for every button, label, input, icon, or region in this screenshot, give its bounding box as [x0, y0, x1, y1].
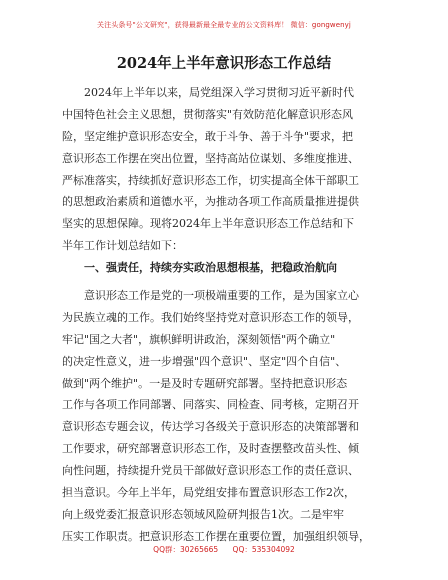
document-title: 2024年上半年意识形态工作总结 — [116, 55, 332, 72]
body-line: 2024年上半年以来，局党组深入学习贯彻习近平新时代 — [84, 86, 354, 99]
body-line: 坚实的思想保障。现将2024年上半年意识形态工作总结和下 — [62, 217, 354, 231]
body-line: 担当意识。今年上半年，局党组安排布置意识形态工作2次， — [62, 486, 355, 500]
document-body — [62, 82, 388, 548]
body-line: 工作要求，研究部署意识形态工作，及时查摆整改苗头性、倾 — [62, 442, 359, 456]
header-banner: 关注头条号"公文研究"，获得最新最全最专业的公文资料库！ 微信：gongwenyj — [97, 21, 351, 29]
section-heading: 一、强责任，持续夯实政治思想根基，把稳政治航向 — [84, 261, 337, 275]
body-line: 向上级党委汇报意识形态领域风险研判报告1次。二是牢牢 — [62, 507, 344, 521]
body-line: 意识形态专题会议，传达学习各级关于意识形态的决策部署和 — [62, 420, 359, 434]
body-line: 意识形态工作摆在突出位置，坚持高站位谋划、多维度推进、 — [62, 151, 359, 165]
body-line: 的思想政治素质和道德水平，为推动各项工作高质量推进提供 — [62, 195, 359, 209]
body-line: 向性问题，持续提升党员干部做好意识形态工作的责任意识、 — [62, 464, 359, 478]
body-line: 意识形态工作是党的一项极端重要的工作，是为国家立心 — [84, 289, 359, 303]
body-line: 工作与各项工作同部署、同落实、同检查、同考核，定期召开 — [62, 398, 359, 412]
body-line: 的决定性意义，进一步增强"四个意识"、坚定"四个自信"、 — [62, 354, 347, 368]
body-line: 压实工作职责。把意识形态工作摆在重要位置，加强组织领导， — [62, 529, 370, 543]
body-line: 险，坚定维护意识形态安全，敢于斗争、善于斗争"要求，把 — [62, 129, 354, 143]
qq-group-text: QQ群：30265665 — [153, 545, 219, 554]
body-line: 中国特色社会主义思想，贯彻落实"有效防范化解意识形态风 — [62, 107, 354, 121]
qq-text: QQ：535304092 — [232, 545, 295, 554]
footer-contact — [0, 544, 448, 555]
body-line: 做到"两个维护"。一是及时专题研究部署。坚持把意识形态 — [62, 376, 348, 390]
body-line: 半年工作计划总结如下： — [62, 239, 183, 253]
body-line: 为民族立魂的工作。我们始终坚持党对意识形态工作的领导， — [62, 310, 359, 324]
body-line: 牢记"国之大者"，旗帜鲜明讲政治，深刻领悟"两个确立" — [62, 332, 336, 346]
body-line: 严标准落实，持续抓好意识形态工作，切实提高全体干部职工 — [62, 173, 359, 187]
